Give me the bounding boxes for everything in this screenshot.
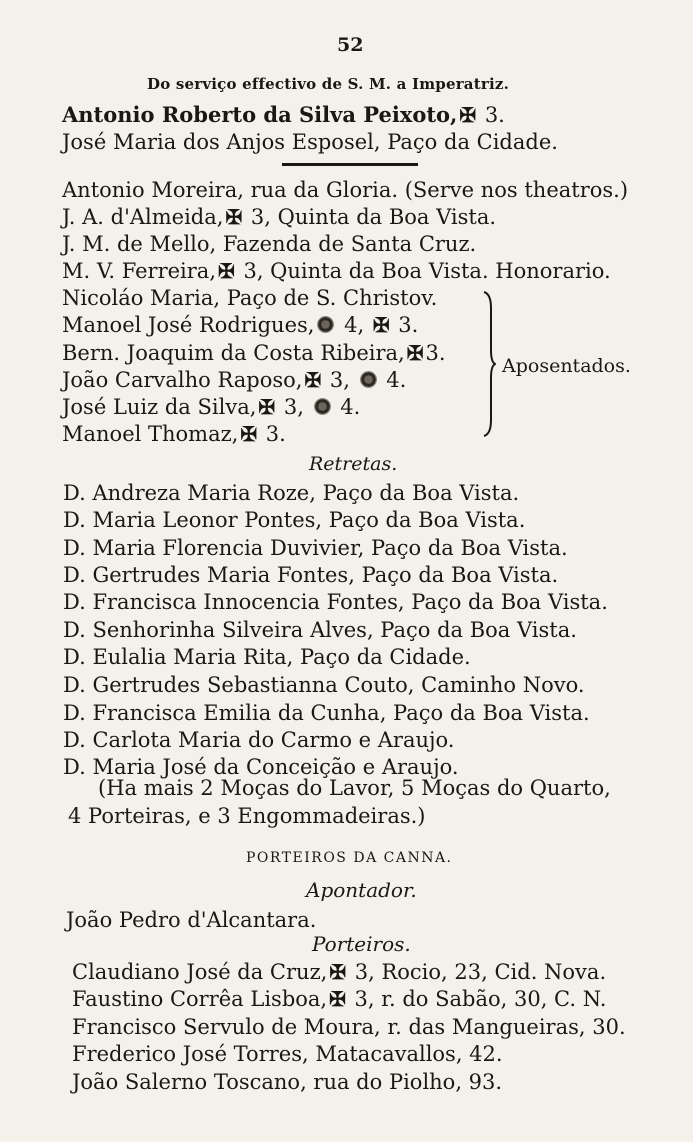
entry-ferreira: M. V. Ferreira, ✠ 3, Quinta da Boa Vista. Honorario. (62, 259, 611, 283)
section-heading-imperatriz: Do serviço effectivo de S. M. a Imperatriz. (147, 75, 509, 93)
entry-peixoto (62, 104, 505, 126)
entry-moreira: Antonio Moreira, rua da Gloria. (Serve nos theatros.) (62, 178, 629, 202)
list-item: D. Andreza Maria Roze, Paço da Boa Vista. (63, 481, 520, 505)
section-divider (282, 163, 418, 166)
list-item: D. Carlota Maria do Carmo e Araujo. (63, 728, 455, 752)
list-item: D. Maria Florencia Duvivier, Paço da Boa Vista. (63, 536, 568, 560)
rose-order-icon (360, 371, 377, 388)
cross-icon: ✠ (406, 341, 424, 365)
cross-icon: ✠ (240, 422, 258, 446)
apontador-name: João Pedro d'Alcantara. (66, 908, 317, 932)
cross-icon: ✠ (258, 395, 276, 419)
rose-order-icon (317, 316, 334, 333)
entry-almeida: J. A. d'Almeida, ✠ 3, Quinta da Boa Vista. (62, 205, 497, 229)
list-item: D. Francisca Innocencia Fontes, Paço da Boa Vista. (63, 590, 608, 614)
porteiro-claudiano: Claudiano José da Cruz, ✠ 3, Rocio, 23, Cid. Nova. (72, 960, 607, 984)
porteiro-francisco: Francisco Servulo de Moura, r. das Mangueiras, 30. (72, 1015, 626, 1039)
list-item: D. Gertrudes Sebastianna Couto, Caminho Novo. (63, 673, 585, 697)
list-item: D. Gertrudes Maria Fontes, Paço da Boa Vista. (63, 563, 559, 587)
section-heading-porteiros: PORTEIROS DA CANNA. (246, 850, 453, 866)
entry-mello: J. M. de Mello, Fazenda de Santa Cruz. (62, 232, 477, 256)
note-line-1: (Ha mais 2 Moças do Lavor, 5 Moças do Quarto, (98, 776, 611, 800)
porteiro-joao: João Salerno Toscano, rua do Piolho, 93. (72, 1070, 503, 1094)
cross-icon: ✠ (372, 313, 390, 337)
cross-icon: ✠ (304, 368, 322, 392)
list-item: D. Maria José da Conceição e Araujo. (63, 755, 459, 779)
entry-raposo: João Carvalho Raposo, ✠ 3, 4. (62, 368, 407, 392)
porteiro-faustino: Faustino Corrêa Lisboa, ✠ 3, r. do Sabão, 30, C. N. (72, 987, 607, 1011)
list-item: D. Eulalia Maria Rita, Paço da Cidade. (63, 645, 471, 669)
section-heading-retretas: Retretas. (309, 453, 398, 475)
cross-icon: ✠ (225, 205, 243, 229)
cross-icon: ✠ (459, 103, 477, 127)
page-number: 52 (337, 34, 364, 56)
aposentados-label: Aposentados. (502, 355, 631, 377)
subheading-apontador: Apontador. (306, 878, 417, 902)
right-brace (482, 290, 496, 438)
entry-luiz-silva: José Luiz da Silva, ✠ 3, 4. (62, 395, 361, 419)
list-item: D. Francisca Emilia da Cunha, Paço da Boa Vista. (63, 701, 590, 725)
entry-name: Antonio Roberto da Silva Peixoto, (62, 102, 458, 127)
cross-icon: ✠ (329, 987, 346, 1011)
entry-rodrigues: Manoel José Rodrigues, 4, ✠ 3. (62, 313, 419, 337)
entry-nicolao: Nicoláo Maria, Paço de S. Christov. (62, 286, 438, 310)
entry-rest: 3. (478, 103, 505, 127)
list-item: D. Senhorinha Silveira Alves, Paço da Boa Vista. (63, 618, 577, 642)
rose-order-icon (314, 398, 331, 415)
entry-esposel: José Maria dos Anjos Esposel, Paço da Cidade. (62, 130, 558, 154)
list-item: D. Maria Leonor Pontes, Paço da Boa Vista. (63, 508, 526, 532)
cross-icon: ✠ (218, 259, 235, 283)
porteiro-frederico: Frederico José Torres, Matacavallos, 42. (72, 1042, 503, 1066)
note-line-2: 4 Porteiras, e 3 Engommadeiras.) (68, 804, 426, 828)
cross-icon: ✠ (329, 960, 347, 984)
subheading-porteiros: Porteiros. (312, 932, 411, 956)
entry-ribeira: Bern. Joaquim da Costa Ribeira, ✠3. (62, 341, 446, 365)
entry-thomaz: Manoel Thomaz, ✠ 3. (62, 422, 286, 446)
